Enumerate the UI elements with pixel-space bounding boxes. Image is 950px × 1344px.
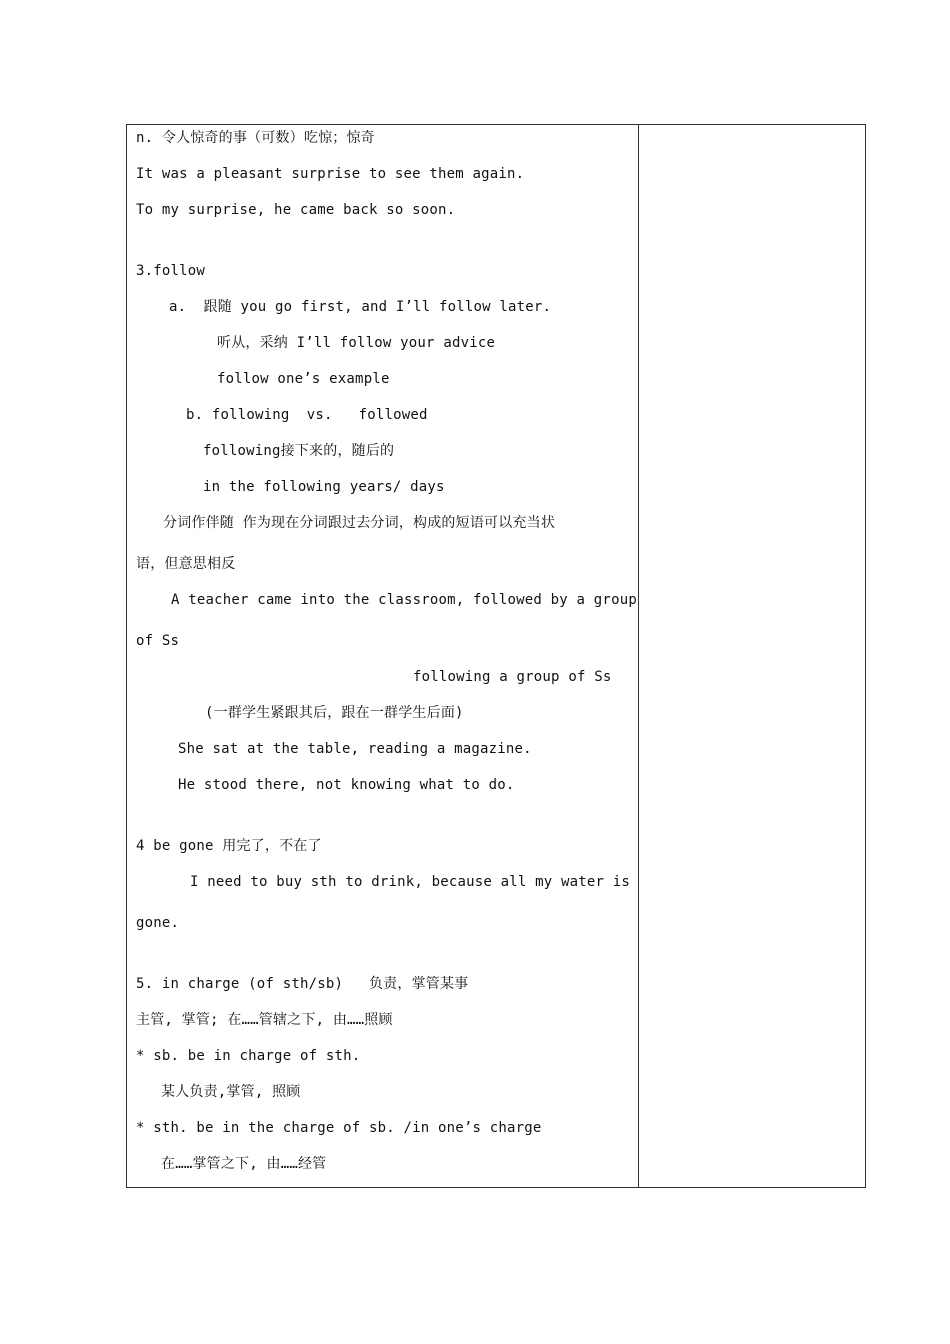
text-line: I need to buy sth to drink, because all my water is: [190, 874, 631, 890]
text-line: 某人负责,掌管, 照顾: [161, 1084, 301, 1100]
text-line: b. following vs. followed: [186, 407, 428, 423]
text-line: He stood there, not knowing what to do.: [178, 777, 515, 793]
text-line: 语，但意思相反: [136, 556, 236, 572]
text-line: gone.: [136, 915, 180, 931]
section-heading: 4 be gone 用完了，不在了: [136, 838, 322, 854]
text-line: n. 令人惊奇的事（可数）吃惊；惊奇: [136, 130, 375, 146]
text-line: following接下来的，随后的: [203, 443, 395, 459]
section-heading: 3.follow: [136, 263, 206, 279]
text-line: A teacher came into the classroom, followed by a group: [171, 592, 637, 608]
text-line: following a group of Ss: [413, 669, 612, 685]
text-line: 主管, 掌管; 在……管辖之下, 由……照顾: [136, 1012, 393, 1028]
text-line: * sth. be in the charge of sb. /in one’s charge: [136, 1120, 542, 1136]
section-heading: 5. in charge (of sth/sb) 负责，掌管某事: [136, 976, 469, 992]
text-line: 分词作伴随 作为现在分词跟过去分词，构成的短语可以充当状: [163, 515, 556, 531]
text-line: She sat at the table, reading a magazine.: [178, 741, 532, 757]
text-line: in the following years/ days: [203, 479, 445, 495]
text-line: To my surprise, he came back so soon.: [136, 202, 456, 218]
text-line: 在……掌管之下, 由……经管: [161, 1156, 327, 1172]
empty-notes-column: [639, 125, 865, 1187]
notes-table: [126, 124, 866, 1188]
text-line: of Ss: [136, 633, 180, 649]
text-line: (一群学生紧跟其后，跟在一群学生后面): [205, 705, 464, 721]
text-line: a. 跟随 you go first, and I’ll follow later.: [169, 299, 552, 315]
notes-cell: [127, 125, 638, 1187]
text-line: 听从，采纳 I’ll follow your advice: [217, 335, 496, 351]
text-line: follow one’s example: [217, 371, 390, 387]
text-line: * sb. be in charge of sth.: [136, 1048, 361, 1064]
text-line: It was a pleasant surprise to see them again.: [136, 166, 525, 182]
